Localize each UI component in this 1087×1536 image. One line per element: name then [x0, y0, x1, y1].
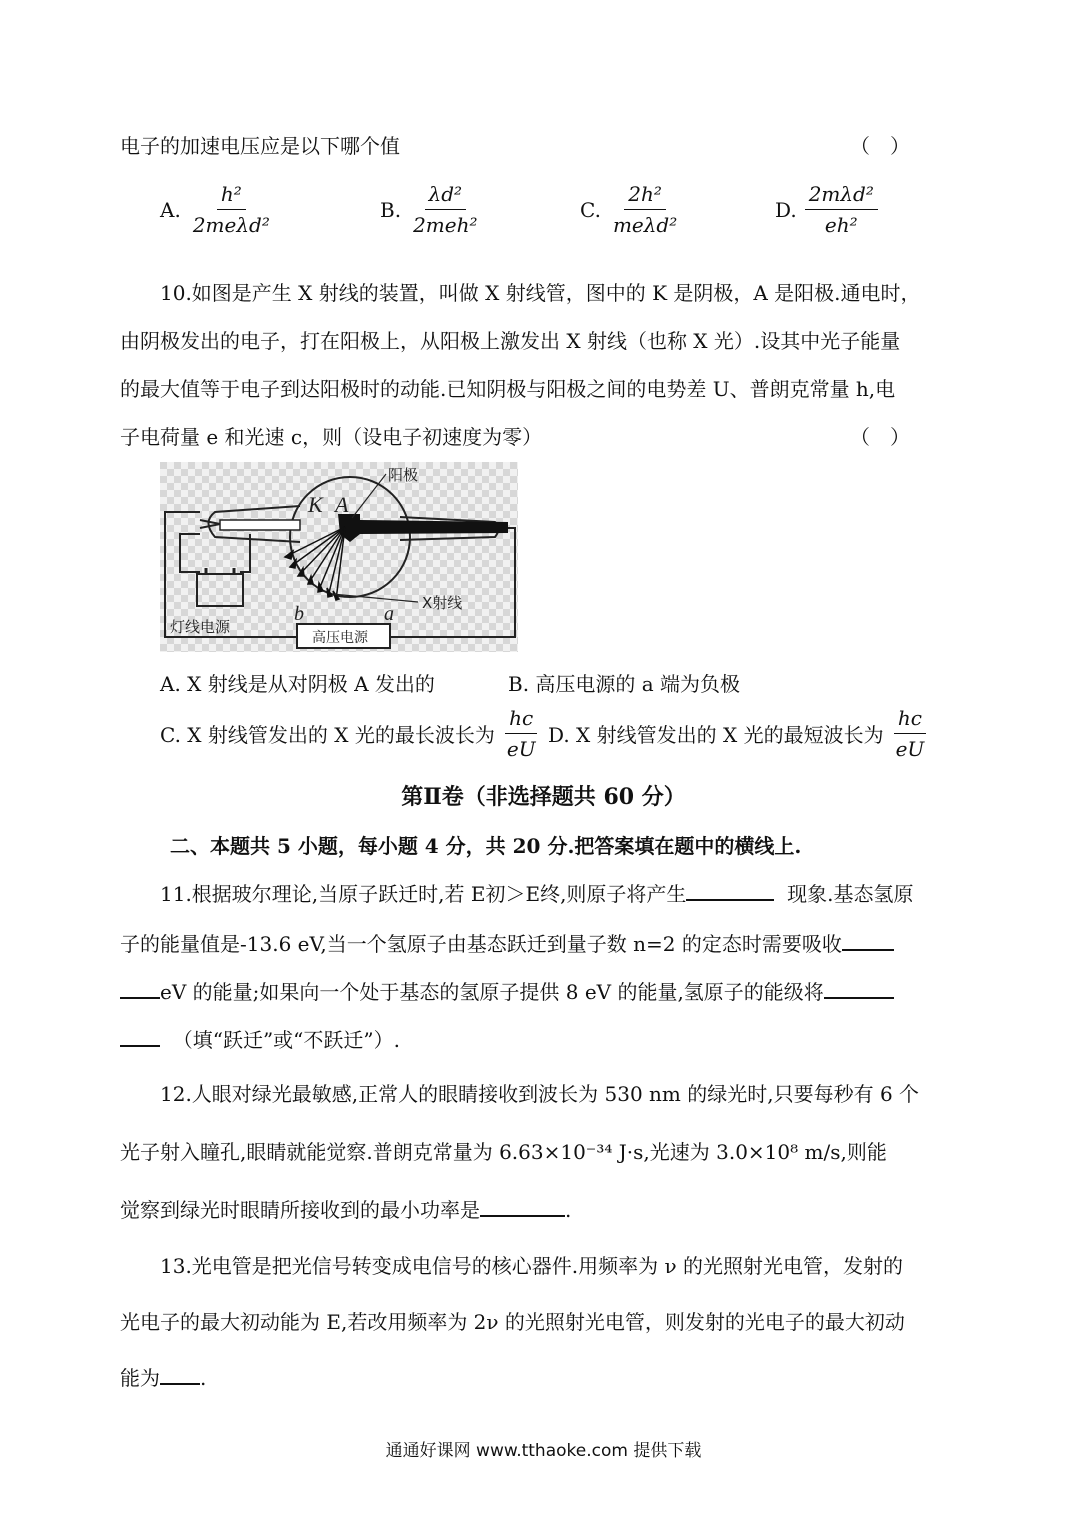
fraction [409, 182, 481, 237]
anode-label: 阳极 [388, 466, 419, 484]
a-terminal-label: a [384, 603, 394, 625]
k-label: K [308, 492, 323, 517]
option-d-text: D. X 射线管发出的 X 光的最短波长为 [548, 723, 884, 747]
fraction [805, 182, 878, 237]
q11-blank-1[interactable] [686, 881, 774, 901]
numerator: hc [505, 706, 537, 734]
q12-line-2: 光子射入瞳孔,眼睛就能觉察.普朗克常量为 6.63×10⁻³⁴ J·s,光速为 3.0×10⁸ m/s,则能 [120, 1140, 887, 1164]
q12-line-1: 12.人眼对绿光最敏感,正常人的眼睛接收到波长为 530 nm 的绿光时,只要每秒有 6 个 [160, 1082, 920, 1106]
page-footer: 通通好课网 www.tthaoke.com 提供下载 [385, 1441, 702, 1461]
q13-line-3 [120, 1362, 970, 1391]
q10-option-b: B. 高压电源的 a 端为负极 [508, 672, 741, 696]
q11-blank-2-continued[interactable] [120, 979, 160, 999]
fraction [503, 706, 540, 761]
xray-tube-diagram [160, 462, 518, 652]
q10-answer-bracket: （ ） [850, 425, 910, 449]
q11-text-1b: 现象.基态氢原 [787, 882, 914, 906]
q13-text-3: 能为 [120, 1366, 160, 1390]
denominator: meλd² [612, 213, 678, 237]
denominator: eU [895, 737, 925, 761]
denominator: 2meh² [413, 213, 478, 237]
xray-label: X射线 [422, 594, 463, 612]
q9-option-d [775, 182, 878, 237]
q9-text: 电子的加速电压应是以下哪个值 [120, 134, 400, 158]
q11-text-2a: 子的能量值是-13.6 eV,当一个氢原子由基态跃迁到量子数 n=2 的定态时需要吸收 [120, 932, 842, 956]
numerator: λd² [425, 182, 467, 210]
fraction [609, 182, 681, 237]
numerator: h² [217, 182, 246, 210]
q11-blank-3-continued[interactable] [120, 1027, 160, 1047]
a-label: A [335, 492, 349, 517]
q13-blank[interactable] [160, 1365, 200, 1385]
option-label: B. [380, 197, 402, 222]
fraction [189, 182, 274, 237]
numerator: hc [894, 706, 926, 734]
q11-text-1a: 11.根据玻尔理论,当原子跃迁时,若 E初＞E终,则原子将产生 [160, 882, 687, 906]
numerator: 2h² [624, 182, 666, 210]
q9-option-b [380, 182, 482, 237]
q11-line-1 [160, 878, 970, 907]
q12-period: . [565, 1198, 572, 1222]
b-terminal-label: b [294, 603, 304, 625]
q9-option-c [580, 182, 681, 237]
q12-line-3 [120, 1194, 970, 1223]
q10-option-a: A. X 射线是从对阴极 A 发出的 [160, 672, 435, 696]
q9-option-a [160, 182, 274, 237]
numerator: 2mλd² [805, 182, 878, 210]
q13-line-1: 13.光电管是把光信号转变成电信号的核心器件.用频率为 ν 的光照射光电管，发射的 [160, 1254, 904, 1278]
q10-line-4: 子电荷量 e 和光速 c，则（设电子初速度为零） [120, 425, 543, 449]
option-c-text: C. X 射线管发出的 X 光的最长波长为 [160, 723, 495, 747]
q11-text-3a: eV 的能量;如果向一个处于基态的氢原子提供 8 eV 的能量,氢原子的能级将 [160, 980, 824, 1004]
q13-period: . [200, 1366, 207, 1390]
filament-supply-label: 灯线电源 [170, 618, 231, 636]
option-label: A. [160, 197, 181, 222]
section-2-title: 第Ⅱ卷（非选择题共 60 分） [401, 784, 686, 810]
option-label: D. [775, 197, 797, 222]
option-label: C. [580, 197, 601, 222]
q12-blank[interactable] [480, 1197, 565, 1217]
hv-supply-label: 高压电源 [312, 630, 368, 646]
q10-line-2: 由阴极发出的电子，打在阳极上，从阳极上激发出 X 射线（也称 X 光）.设其中光子能量 [120, 329, 901, 353]
q11-blank-3[interactable] [824, 979, 894, 999]
q10-line-1: 10.如图是产生 X 射线的装置，叫做 X 射线管，图中的 K 是阴极，A 是阳极.通电时， [160, 281, 921, 305]
section-2-instructions: 二、本题共 5 小题，每小题 4 分，共 20 分.把答案填在题中的横线上. [170, 834, 802, 858]
q11-line-4 [120, 1024, 970, 1053]
denominator: eU [506, 737, 536, 761]
denominator: eh² [824, 213, 858, 237]
q11-line-3 [120, 976, 970, 1005]
denominator: 2meλd² [192, 213, 270, 237]
q9-answer-bracket: （ ） [850, 134, 910, 158]
q10-line-3: 的最大值等于电子到达阳极时的动能.已知阴极与阳极之间的电势差 U、普朗克常量 h,电 [120, 377, 896, 401]
fraction [892, 706, 929, 761]
q11-blank-2[interactable] [842, 931, 894, 951]
q12-text-3: 觉察到绿光时眼睛所接收到的最小功率是 [120, 1198, 480, 1222]
q10-option-d [548, 706, 928, 761]
q13-line-2: 光电子的最大初动能为 E,若改用频率为 2ν 的光照射光电管，则发射的光电子的最大初动 [120, 1310, 905, 1334]
q11-text-4a: （填“跃迁”或“不跃迁”）. [172, 1028, 400, 1052]
xray-tube-figure [160, 462, 518, 652]
q11-line-2 [120, 928, 970, 957]
q10-option-c [160, 706, 540, 761]
